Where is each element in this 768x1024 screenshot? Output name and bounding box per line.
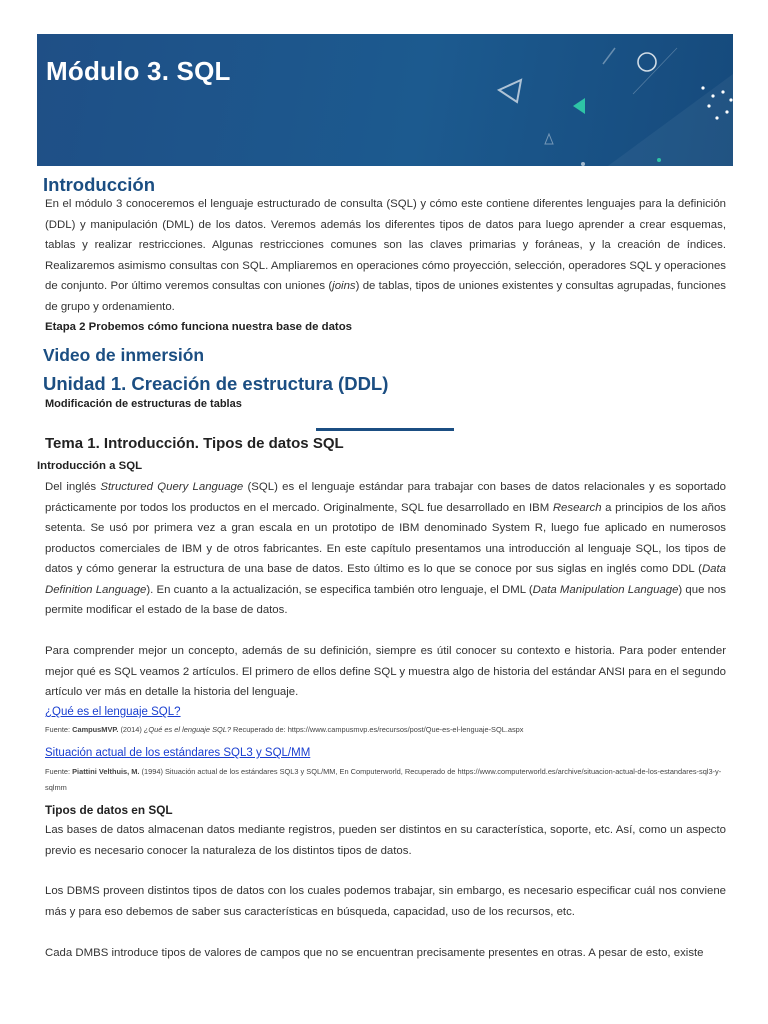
topic-paragraph-2: Para comprender mejor un concepto, además de su definición, siempre es útil conocer su contexto e historia. Para poder entender mejor qué es SQL veamos 2 artículos. El primero de ellos define SQL y muestra algo de historia del estándar ANSI para en el segundo artículo ver más en detalle la historia del lenguaje. [45, 645, 726, 698]
link-estandares-sql3[interactable]: Situación actual de los estándares SQL3 y SQL/MM [45, 747, 311, 759]
dot-icon [715, 116, 718, 119]
dot-teal-icon [657, 158, 661, 162]
unit-heading: Unidad 1. Creación de estructura (DDL) [43, 373, 389, 394]
line-decoration [603, 48, 615, 64]
source-citation-2: Fuente: Piattini Velthuis, M. (1994) Situación actual de los estándares SQL3 y SQL/MM, En Computerworld, Recuperado de https://www.computerworld.es/archive/situacion-actual-de-los-estandares-sql3-y-sqlmm [45, 767, 722, 792]
triangle-teal-icon [573, 98, 585, 114]
dot-icon [721, 90, 724, 93]
etapa-label: Etapa 2 Probemos cómo funciona nuestra base de datos [45, 321, 352, 333]
banner-decoration [37, 34, 733, 166]
divider-line [316, 428, 454, 431]
types-paragraph-3: Cada DMBS introduce tipos de valores de campos que no se encuentran precisamente presentes en otras. A pesar de esto, existe [45, 947, 704, 959]
types-paragraph-2: Los DBMS proveen distintos tipos de datos con los cuales podemos trabajar, sin embargo, es necesario especificar cuál nos conviene más y para eso debemos de saber sus características en búsqueda, capacidad, uso de los recursos, etc. [45, 885, 726, 918]
video-heading: Video de inmersión [43, 345, 205, 365]
dot-icon [707, 104, 710, 107]
shape-decoration [597, 74, 733, 166]
dot-icon [701, 86, 704, 89]
intro-heading: Introducción [43, 174, 156, 195]
dot-icon [729, 98, 732, 101]
dot-icon [581, 162, 585, 166]
types-heading: Tipos de datos en SQL [45, 803, 173, 817]
module-banner [37, 34, 733, 166]
circle-icon [638, 53, 656, 71]
line-decoration [633, 48, 677, 94]
dot-icon [725, 110, 728, 113]
intro-paragraph: En el módulo 3 conoceremos el lenguaje estructurado de consulta (SQL) y cómo este contiene diferentes lenguajes para la definición (DDL) y manipulación (DML) de los datos. Veremos además los diferentes tipos de datos para luego aprender a crear esquemas, tablas y realizar restricciones. Algunas restricciones comunes son las claves primarias y foráneas, y la creación de índices. Realizaremos asimismo consultas con SQL. Ampliaremos en operaciones cómo proyección, selección, operadores SQL y operaciones de conjunto. Por último veremos consultas con uniones (joins) de tablas, tipos de uniones existentes y consultas agrupadas, funciones de grupo y ordenamiento. [45, 198, 726, 313]
module-title: Módulo 3. SQL [46, 56, 231, 86]
source-citation-1: Fuente: CampusMVP. (2014) ¿Qué es el lenguaje SQL? Recuperado de: https://www.campusmvp.es/recursos/post/Que-es-el-lenguaje-SQL.aspx [45, 725, 524, 734]
dot-icon [711, 94, 714, 97]
link-que-es-sql[interactable]: ¿Qué es el lenguaje SQL? [45, 706, 181, 718]
topic-heading: Tema 1. Introducción. Tipos de datos SQL [45, 435, 344, 452]
triangle-outline-icon [499, 80, 521, 102]
unit-subheading: Modificación de estructuras de tablas [45, 398, 242, 410]
topic-intro-label: Introducción a SQL [37, 460, 143, 472]
topic-paragraph-1: Del inglés Structured Query Language (SQL) es el lenguaje estándar para trabajar con bases de datos relacionales y es soportado prácticamente por todos los productos en el mercado. Originalmente, SQL fue desarrollado en IBM Research a principios de los años setenta. Se usó por primera vez a gran escala en un prototipo de IBM denominado System R, luego fue aplicado en numerosos productos comerciales de IBM y de otros fabricantes. En este capítulo presentamos una introducción al lenguaje SQL, los tipos de datos y cómo generar la estructura de una base de datos. Esto último es lo que se conoce por sus siglas en inglés como DDL (Data Definition Language). En cuanto a la actualización, se especifica también otro lenguaje, el DML (Data Manipulation Language) que nos permite modificar el estado de la base de datos. [45, 481, 726, 616]
triangle-small-icon [545, 134, 553, 144]
types-paragraph-1: Las bases de datos almacenan datos mediante registros, pueden ser distintos en su característica, soporte, etc. Así, como un aspecto previo es necesario conocer la naturaleza de los distintos tipos de datos. [45, 824, 726, 857]
